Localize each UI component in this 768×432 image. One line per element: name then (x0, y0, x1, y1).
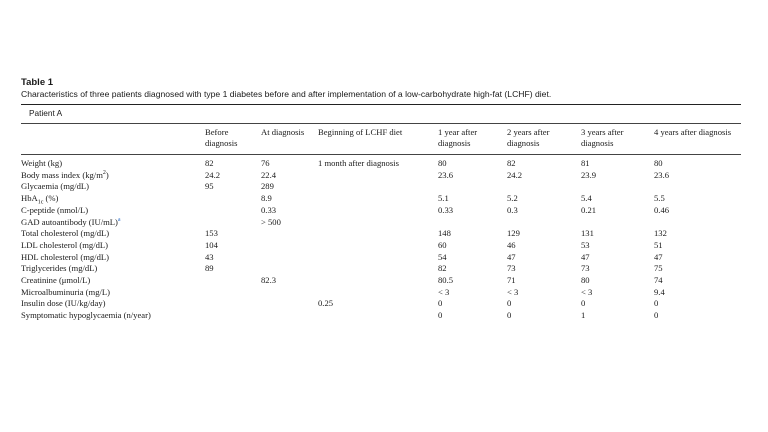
table-row (21, 155, 741, 170)
table-cell: 289 (261, 181, 274, 192)
table-cell: 1 (581, 310, 586, 321)
table-cell (581, 217, 654, 229)
table-cell: 148 (438, 228, 451, 239)
table-cell: 71 (507, 275, 516, 286)
table-row (21, 310, 741, 322)
table-cell: 0 (654, 310, 659, 321)
table-cell (318, 228, 438, 240)
table-cell (318, 310, 438, 322)
table-cell (261, 287, 318, 299)
column-header: 3 years after diagnosis (581, 127, 624, 148)
table-row (21, 287, 741, 299)
table-row (21, 228, 741, 240)
table-cell (205, 298, 261, 310)
table-cell (318, 240, 438, 252)
table-caption-label: Table 1 (21, 77, 54, 88)
table-cell: 80 (438, 158, 447, 168)
row-label: HDL cholesterol (mg/dL) (21, 251, 109, 262)
table-cell: 0 (438, 298, 443, 309)
table-cell: 60 (438, 239, 447, 250)
table-cell: 24.2 (507, 169, 523, 180)
row-label: LDL cholesterol (mg/dL) (21, 239, 109, 250)
table-cell: 5.1 (438, 193, 449, 204)
table-cell: 0.3 (507, 204, 518, 215)
table-cell: 82 (507, 158, 516, 168)
table-cell (318, 193, 438, 205)
table-cell: 53 (581, 239, 590, 250)
table-cell: 82.3 (261, 275, 277, 286)
table-cell: 23.9 (581, 169, 597, 180)
table-cell: 104 (205, 239, 218, 250)
table-cell: 0 (507, 310, 512, 321)
table-cell: 82 (205, 158, 214, 168)
row-label: Creatinine (μmol/L) (21, 275, 91, 286)
table-cell: 23.6 (438, 169, 454, 180)
table-cell: 0.21 (581, 204, 597, 215)
column-header: 2 years after diagnosis (507, 127, 550, 148)
table-cell: 95 (205, 181, 214, 192)
table-cell (261, 298, 318, 310)
row-label: Insulin dose (IU/kg/day) (21, 298, 106, 309)
column-header (21, 124, 205, 155)
table-cell: 5.4 (581, 193, 592, 204)
table-cell: < 3 (438, 286, 450, 297)
table-cell: 80 (581, 275, 590, 286)
table-cell: 9.4 (654, 286, 665, 297)
table-cell: 5.5 (654, 193, 665, 204)
table-cell: 0.33 (438, 204, 454, 215)
table-cell: 0.25 (318, 298, 334, 309)
table-cell: 131 (581, 228, 594, 239)
table-cell: > 500 (261, 216, 281, 227)
table-cell (507, 217, 581, 229)
table-row (21, 193, 741, 205)
table-cell: 0 (581, 298, 586, 309)
table-cell: 47 (654, 251, 663, 262)
table-cell: 0 (654, 298, 659, 309)
table-cell (205, 287, 261, 299)
row-label: Total cholesterol (mg/dL) (21, 228, 110, 239)
table-row (21, 298, 741, 310)
table-cell (261, 240, 318, 252)
table-cell: 80 (654, 158, 663, 168)
table-body (21, 155, 741, 322)
table-cell: 132 (654, 228, 667, 239)
table-cell (318, 263, 438, 275)
row-label: C-peptide (nmol/L) (21, 204, 89, 215)
row-label: Triglycerides (mg/dL) (21, 263, 98, 274)
column-header: Beginning of LCHF diet (318, 127, 403, 137)
table-cell: 153 (205, 228, 218, 239)
column-header: Before diagnosis (205, 127, 238, 148)
table-cell: 129 (507, 228, 520, 239)
table-cell: 73 (581, 263, 590, 274)
table-row (21, 252, 741, 264)
table-row (21, 217, 741, 229)
table-cell: 89 (205, 263, 214, 274)
table-cell: 76 (261, 158, 270, 168)
row-label: Glycaemia (mg/dL) (21, 181, 90, 192)
table-cell (205, 275, 261, 287)
table-cell (261, 310, 318, 322)
table-cell: 23.6 (654, 169, 670, 180)
row-label: Body mass index $(kg/m^2)$ (21, 169, 109, 180)
table-cell (318, 252, 438, 264)
table-cell (654, 181, 741, 193)
table-row (21, 240, 741, 252)
table-row (21, 170, 741, 182)
table-cell: 47 (581, 251, 590, 262)
table-cell: 46 (507, 239, 516, 250)
table-caption-text: Characteristics of three patients diagnosed with type 1 diabetes before and after implementation of a low-carbohydrate high-fat (LCHF) diet. (21, 89, 552, 99)
table-cell: < 3 (581, 286, 593, 297)
table-cell (205, 310, 261, 322)
table-cell: 0.46 (654, 204, 670, 215)
table-cell (318, 170, 438, 182)
table-cell (318, 205, 438, 217)
table-row (21, 205, 741, 217)
table-cell: 0.33 (261, 204, 277, 215)
row-label: Weight (kg) (21, 158, 63, 168)
table-cell: 73 (507, 263, 516, 274)
table-header-row (21, 124, 741, 155)
table-cell (205, 205, 261, 217)
table-cell: 0 (507, 298, 512, 309)
table-cell: 0 (438, 310, 443, 321)
table-cell (438, 217, 507, 229)
table-row (21, 181, 741, 193)
table-row (21, 263, 741, 275)
table-cell (318, 181, 438, 193)
table-cell (261, 228, 318, 240)
table-cell: 43 (205, 251, 214, 262)
table-cell (507, 181, 581, 193)
table-cell: 24.2 (205, 169, 221, 180)
table-cell (438, 181, 507, 193)
column-header: 4 years after diagnosis (654, 127, 732, 137)
row-label: HbA$_{1c}$ (%) (21, 193, 59, 206)
column-header: At diagnosis (261, 127, 305, 137)
table-cell: 22.4 (261, 169, 277, 180)
table-cell: 47 (507, 251, 516, 262)
table-cell (318, 287, 438, 299)
table-cell (654, 217, 741, 229)
table-cell (261, 263, 318, 275)
table-cell (318, 275, 438, 287)
table-cell (261, 252, 318, 264)
table-cell (581, 181, 654, 193)
table-cell: 80.5 (438, 275, 454, 286)
patient-group-label: Patient A (29, 108, 63, 118)
table-block (21, 77, 741, 322)
table-cell (205, 217, 261, 229)
table-cell: 81 (581, 158, 590, 168)
table-cell: 5.2 (507, 193, 518, 204)
row-label: GAD autoantibody (IU/mL)$^a$ (21, 216, 121, 227)
table-cell (205, 193, 261, 205)
table-cell (318, 217, 438, 229)
table-cell: 1 month after diagnosis (318, 158, 399, 168)
patient-table (21, 124, 741, 322)
row-label: Symptomatic hypoglycaemia (n/year) (21, 310, 151, 321)
row-label: Microalbuminuria (mg/L) (21, 286, 111, 297)
table-cell: 51 (654, 239, 663, 250)
table-cell: 8.9 (261, 193, 272, 204)
table-cell: 54 (438, 251, 447, 262)
table-cell: 82 (438, 263, 447, 274)
column-header: 1 year after diagnosis (438, 127, 478, 148)
table-row (21, 275, 741, 287)
table-cell: < 3 (507, 286, 519, 297)
table-cell: 74 (654, 275, 663, 286)
footnote-marker[interactable]: a (117, 216, 121, 223)
table-cell: 75 (654, 263, 663, 274)
